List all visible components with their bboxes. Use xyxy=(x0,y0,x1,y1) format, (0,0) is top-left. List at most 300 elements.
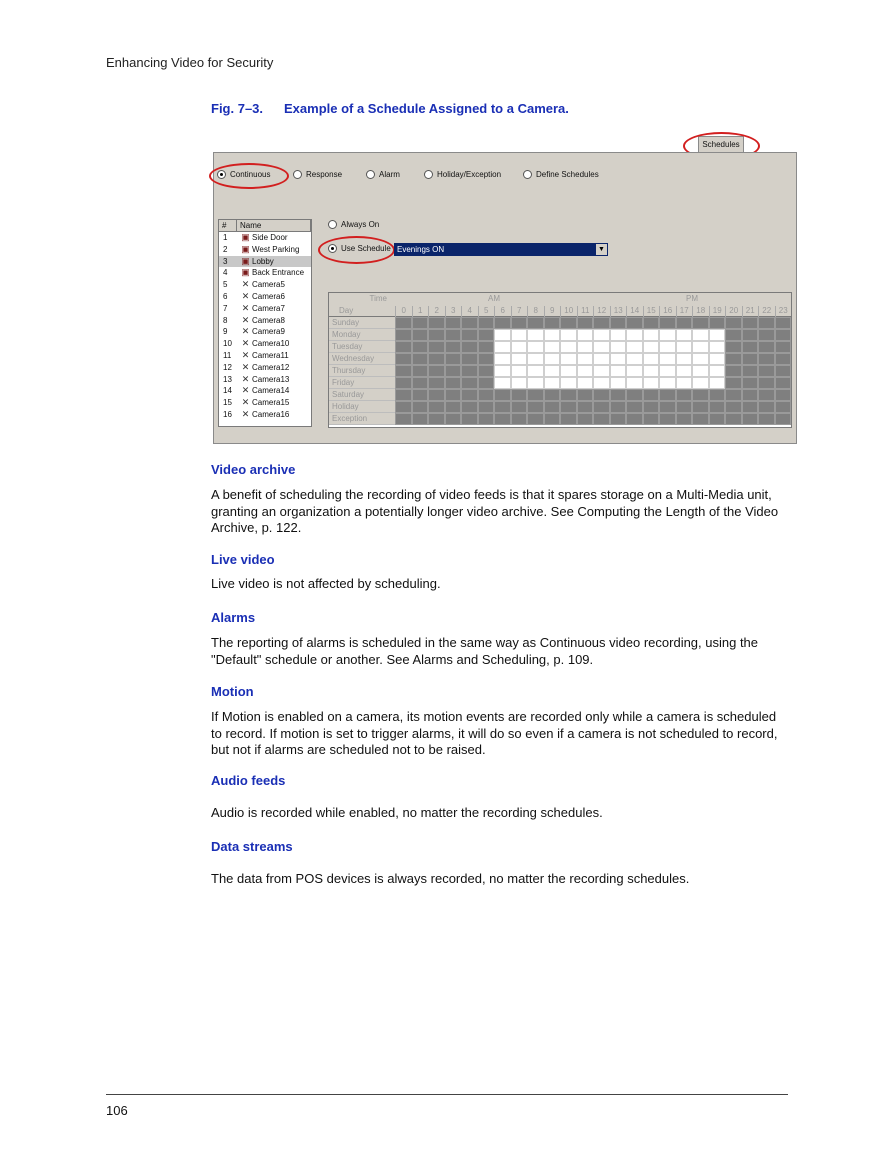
day-row-label: Holiday xyxy=(329,401,395,413)
schedule-cell-off[interactable] xyxy=(527,365,544,377)
column-header-name[interactable]: Name xyxy=(237,220,311,231)
schedule-cell-off[interactable] xyxy=(676,341,693,353)
schedule-cell-off[interactable] xyxy=(643,365,660,377)
camera-row[interactable] xyxy=(219,326,311,338)
schedule-cell-off[interactable] xyxy=(610,353,627,365)
paragraph-video-archive: A benefit of scheduling the recording of video feeds is that it spares storage on a Multi-Media unit, granting an organization a potentially longer video archive. See Computing the Length of the Video Archive, p. 122. xyxy=(211,487,779,535)
schedule-cell-on[interactable] xyxy=(395,413,412,425)
schedule-cell-on[interactable] xyxy=(395,389,412,401)
schedule-cell-on[interactable] xyxy=(445,317,462,329)
camera-name: Camera9 xyxy=(252,327,285,337)
schedule-cell-on[interactable] xyxy=(659,413,676,425)
schedule-cell-off[interactable] xyxy=(692,329,709,341)
schedule-cell-on[interactable] xyxy=(725,317,742,329)
schedule-cell-off[interactable] xyxy=(544,341,561,353)
camera-row[interactable] xyxy=(219,374,311,386)
schedule-cell-off[interactable] xyxy=(626,365,643,377)
schedule-cell-off[interactable] xyxy=(626,329,643,341)
day-row-label: Friday xyxy=(329,377,395,389)
schedule-cell-on[interactable] xyxy=(758,317,775,329)
schedule-cell-on[interactable] xyxy=(626,413,643,425)
camera-list[interactable] xyxy=(218,219,312,427)
schedule-cell-on[interactable] xyxy=(461,341,478,353)
schedule-cell-on[interactable] xyxy=(742,329,759,341)
schedule-cell-on[interactable] xyxy=(560,317,577,329)
schedule-cell-on[interactable] xyxy=(544,401,561,413)
schedule-cell-on[interactable] xyxy=(445,401,462,413)
schedule-cell-off[interactable] xyxy=(593,365,610,377)
schedule-cell-on[interactable] xyxy=(775,377,792,389)
schedule-cell-off[interactable] xyxy=(659,353,676,365)
schedule-cell-on[interactable] xyxy=(758,389,775,401)
schedule-cell-on[interactable] xyxy=(478,329,495,341)
camera-row[interactable] xyxy=(219,279,311,291)
schedule-cell-on[interactable] xyxy=(758,341,775,353)
schedule-cell-on[interactable] xyxy=(461,329,478,341)
schedule-cell-on[interactable] xyxy=(412,353,429,365)
schedule-cell-off[interactable] xyxy=(527,341,544,353)
schedule-cell-on[interactable] xyxy=(560,401,577,413)
schedule-cell-on[interactable] xyxy=(461,377,478,389)
schedule-cell-on[interactable] xyxy=(742,317,759,329)
schedule-cell-off[interactable] xyxy=(494,341,511,353)
schedule-cell-off[interactable] xyxy=(511,329,528,341)
schedule-cell-off[interactable] xyxy=(494,329,511,341)
schedule-cell-on[interactable] xyxy=(577,389,594,401)
camera-row[interactable] xyxy=(219,409,311,421)
heading-audio-feeds: Audio feeds xyxy=(211,773,286,788)
camera-name: West Parking xyxy=(252,244,300,254)
schedule-cell-on[interactable] xyxy=(725,377,742,389)
schedule-cell-on[interactable] xyxy=(511,389,528,401)
camera-number: 15 xyxy=(223,398,232,408)
schedule-cell-on[interactable] xyxy=(445,389,462,401)
camera-name: Camera8 xyxy=(252,315,285,325)
schedule-cell-on[interactable] xyxy=(560,389,577,401)
schedule-cell-off[interactable] xyxy=(560,365,577,377)
schedule-cell-on[interactable] xyxy=(445,377,462,389)
schedule-cell-on[interactable] xyxy=(692,389,709,401)
day-label: Day xyxy=(339,306,354,315)
schedule-cell-on[interactable] xyxy=(659,389,676,401)
schedule-cell-off[interactable] xyxy=(544,353,561,365)
schedule-cell-off[interactable] xyxy=(626,353,643,365)
schedule-cell-on[interactable] xyxy=(445,341,462,353)
schedule-cell-on[interactable] xyxy=(725,413,742,425)
schedule-cell-off[interactable] xyxy=(659,341,676,353)
schedule-cell-on[interactable] xyxy=(692,413,709,425)
radio-use-schedule[interactable]: Use Schedule xyxy=(328,244,391,253)
schedule-cell-off[interactable] xyxy=(593,353,610,365)
schedule-cell-on[interactable] xyxy=(775,413,792,425)
hour-label: 9 xyxy=(544,306,561,317)
schedule-cell-on[interactable] xyxy=(395,353,412,365)
schedule-cell-off[interactable] xyxy=(560,353,577,365)
camera-name: Camera16 xyxy=(252,409,290,419)
camera-name: Camera10 xyxy=(252,339,290,349)
camera-number: 8 xyxy=(223,315,228,325)
radio-define-schedules[interactable]: Define Schedules xyxy=(523,170,599,179)
disabled-x-icon: ✕ xyxy=(241,349,250,360)
schedule-cell-off[interactable] xyxy=(527,353,544,365)
schedule-cell-on[interactable] xyxy=(412,413,429,425)
schedule-cell-on[interactable] xyxy=(692,401,709,413)
hour-label: 23 xyxy=(775,306,792,317)
schedule-cell-on[interactable] xyxy=(461,365,478,377)
schedule-cell-on[interactable] xyxy=(593,413,610,425)
schedule-cell-off[interactable] xyxy=(577,353,594,365)
schedule-cell-on[interactable] xyxy=(461,317,478,329)
schedule-cell-off[interactable] xyxy=(577,341,594,353)
schedule-cell-on[interactable] xyxy=(758,353,775,365)
paragraph-live-video: Live video is not affected by scheduling. xyxy=(211,576,441,591)
schedule-cell-on[interactable] xyxy=(395,341,412,353)
schedule-cell-off[interactable] xyxy=(659,365,676,377)
hour-label: 16 xyxy=(659,306,676,317)
schedule-cell-on[interactable] xyxy=(478,389,495,401)
schedule-grid xyxy=(328,292,792,428)
radio-alarm[interactable]: Alarm xyxy=(366,170,400,179)
schedule-cell-off[interactable] xyxy=(560,341,577,353)
schedule-cell-on[interactable] xyxy=(412,317,429,329)
schedule-cell-on[interactable] xyxy=(527,389,544,401)
schedule-cell-on[interactable] xyxy=(593,389,610,401)
schedule-cell-on[interactable] xyxy=(758,413,775,425)
schedule-cell-off[interactable] xyxy=(560,329,577,341)
schedule-cell-on[interactable] xyxy=(758,377,775,389)
schedule-cell-off[interactable] xyxy=(709,377,726,389)
hour-label: 20 xyxy=(725,306,742,317)
schedule-cell-off[interactable] xyxy=(643,329,660,341)
schedule-cell-on[interactable] xyxy=(478,365,495,377)
camera-row[interactable] xyxy=(219,315,311,327)
schedule-cell-off[interactable] xyxy=(494,353,511,365)
schedule-cell-off[interactable] xyxy=(577,365,594,377)
schedule-cell-on[interactable] xyxy=(494,413,511,425)
hour-label: 13 xyxy=(610,306,627,317)
schedule-cell-on[interactable] xyxy=(742,413,759,425)
schedule-cell-on[interactable] xyxy=(775,341,792,353)
camera-number: 2 xyxy=(223,244,228,254)
schedule-cell-on[interactable] xyxy=(428,365,445,377)
schedule-cell-on[interactable] xyxy=(643,389,660,401)
schedule-cell-on[interactable] xyxy=(676,413,693,425)
schedule-cell-on[interactable] xyxy=(643,317,660,329)
schedule-cell-on[interactable] xyxy=(758,365,775,377)
schedule-cell-off[interactable] xyxy=(577,329,594,341)
schedule-cell-on[interactable] xyxy=(395,317,412,329)
camera-number: 11 xyxy=(223,350,232,360)
camera-name: Lobby xyxy=(252,256,274,266)
camera-icon: ▣ xyxy=(241,232,250,242)
schedule-cell-off[interactable] xyxy=(610,377,627,389)
camera-row[interactable] xyxy=(219,397,311,409)
paragraph-data-streams: The data from POS devices is always recorded, no matter the recording schedules. xyxy=(211,871,690,886)
schedule-cell-off[interactable] xyxy=(643,353,660,365)
schedule-cell-on[interactable] xyxy=(742,341,759,353)
schedule-cell-on[interactable] xyxy=(461,389,478,401)
schedule-cell-on[interactable] xyxy=(445,365,462,377)
camera-row[interactable] xyxy=(219,291,311,303)
radio-response[interactable]: Response xyxy=(293,170,342,179)
schedule-cell-off[interactable] xyxy=(527,377,544,389)
schedule-cell-on[interactable] xyxy=(544,413,561,425)
schedule-cell-on[interactable] xyxy=(610,413,627,425)
schedule-cell-on[interactable] xyxy=(494,317,511,329)
hour-label: 10 xyxy=(560,306,577,317)
schedule-cell-on[interactable] xyxy=(461,353,478,365)
schedule-cell-off[interactable] xyxy=(659,377,676,389)
schedule-cell-off[interactable] xyxy=(676,377,693,389)
schedule-cell-off[interactable] xyxy=(610,329,627,341)
schedule-cell-on[interactable] xyxy=(428,413,445,425)
schedule-cell-off[interactable] xyxy=(593,377,610,389)
schedule-cell-on[interactable] xyxy=(412,365,429,377)
camera-icon: ▣ xyxy=(241,267,250,278)
schedule-cell-off[interactable] xyxy=(626,377,643,389)
schedule-cell-on[interactable] xyxy=(494,401,511,413)
disabled-x-icon: ✕ xyxy=(241,314,250,325)
schedule-cell-on[interactable] xyxy=(725,329,742,341)
camera-row[interactable] xyxy=(219,362,311,374)
schedule-cell-on[interactable] xyxy=(725,365,742,377)
paragraph-motion: If Motion is enabled on a camera, its motion events are recorded only while a camera is scheduled to record. If motion is set to trigger alarms, it will do so even if a camera is not scheduled to record, but not if alarms are scheduled not to be raised. xyxy=(211,709,778,757)
schedule-cell-off[interactable] xyxy=(494,377,511,389)
schedule-cell-off[interactable] xyxy=(511,341,528,353)
schedule-cell-on[interactable] xyxy=(742,365,759,377)
schedule-cell-on[interactable] xyxy=(445,353,462,365)
schedule-cell-on[interactable] xyxy=(544,317,561,329)
schedule-cell-on[interactable] xyxy=(775,401,792,413)
schedule-cell-off[interactable] xyxy=(626,341,643,353)
camera-number: 13 xyxy=(223,374,232,384)
camera-name: Camera13 xyxy=(252,374,290,384)
schedule-cell-off[interactable] xyxy=(511,365,528,377)
schedule-cell-on[interactable] xyxy=(395,329,412,341)
schedule-cell-on[interactable] xyxy=(478,353,495,365)
schedule-cell-off[interactable] xyxy=(643,377,660,389)
schedule-cell-off[interactable] xyxy=(709,341,726,353)
schedule-cell-on[interactable] xyxy=(478,413,495,425)
schedule-cell-on[interactable] xyxy=(412,401,429,413)
schedule-cell-on[interactable] xyxy=(445,413,462,425)
schedule-cell-on[interactable] xyxy=(742,377,759,389)
schedule-cell-on[interactable] xyxy=(527,317,544,329)
schedule-cell-off[interactable] xyxy=(709,329,726,341)
schedule-cell-off[interactable] xyxy=(659,329,676,341)
schedule-cell-on[interactable] xyxy=(758,401,775,413)
camera-name: Camera15 xyxy=(252,398,290,408)
schedule-cell-off[interactable] xyxy=(692,377,709,389)
hour-label: 17 xyxy=(676,306,693,317)
schedule-cell-on[interactable] xyxy=(395,377,412,389)
schedule-cell-on[interactable] xyxy=(461,401,478,413)
camera-row[interactable] xyxy=(219,385,311,397)
schedule-cell-on[interactable] xyxy=(577,401,594,413)
schedule-cell-on[interactable] xyxy=(478,401,495,413)
tab-schedules[interactable]: Schedules xyxy=(698,136,744,153)
schedule-cell-on[interactable] xyxy=(676,401,693,413)
schedule-cell-on[interactable] xyxy=(676,389,693,401)
schedule-cell-on[interactable] xyxy=(412,341,429,353)
camera-row[interactable] xyxy=(219,256,311,268)
schedule-cell-on[interactable] xyxy=(775,329,792,341)
camera-number: 9 xyxy=(223,327,228,337)
camera-name: Camera11 xyxy=(252,350,289,360)
day-row-label: Thursday xyxy=(329,365,395,377)
schedule-cell-on[interactable] xyxy=(643,401,660,413)
schedule-select[interactable] xyxy=(394,243,608,256)
schedule-cell-on[interactable] xyxy=(494,389,511,401)
schedule-cell-on[interactable] xyxy=(626,401,643,413)
schedule-cell-on[interactable] xyxy=(659,317,676,329)
schedule-cell-on[interactable] xyxy=(511,401,528,413)
schedule-cell-off[interactable] xyxy=(593,329,610,341)
disabled-x-icon: ✕ xyxy=(241,397,250,408)
schedule-cell-on[interactable] xyxy=(478,377,495,389)
schedule-cell-on[interactable] xyxy=(742,401,759,413)
schedule-cell-on[interactable] xyxy=(412,329,429,341)
schedule-cell-on[interactable] xyxy=(593,401,610,413)
schedule-cell-on[interactable] xyxy=(395,365,412,377)
schedule-cell-off[interactable] xyxy=(577,377,594,389)
schedule-cell-on[interactable] xyxy=(428,341,445,353)
schedule-cell-on[interactable] xyxy=(478,317,495,329)
schedule-cell-off[interactable] xyxy=(544,365,561,377)
schedule-cell-on[interactable] xyxy=(577,317,594,329)
chevron-down-icon[interactable]: ▼ xyxy=(596,244,607,255)
schedule-cell-on[interactable] xyxy=(560,413,577,425)
radio-continuous[interactable]: Continuous xyxy=(217,170,270,179)
running-header: Enhancing Video for Security xyxy=(106,55,274,70)
schedule-cell-on[interactable] xyxy=(742,389,759,401)
schedule-cell-on[interactable] xyxy=(725,353,742,365)
schedule-cell-on[interactable] xyxy=(626,317,643,329)
schedule-cell-on[interactable] xyxy=(742,353,759,365)
schedule-cell-on[interactable] xyxy=(758,329,775,341)
schedule-cell-on[interactable] xyxy=(709,317,726,329)
schedule-cell-on[interactable] xyxy=(428,353,445,365)
radio-holiday-exception[interactable]: Holiday/Exception xyxy=(424,170,501,179)
camera-name: Camera14 xyxy=(252,386,290,396)
radio-dot-icon xyxy=(328,244,337,253)
schedule-cell-on[interactable] xyxy=(610,317,627,329)
schedule-cell-on[interactable] xyxy=(412,389,429,401)
schedule-cell-off[interactable] xyxy=(709,353,726,365)
schedule-cell-on[interactable] xyxy=(775,365,792,377)
schedule-cell-on[interactable] xyxy=(428,329,445,341)
disabled-x-icon: ✕ xyxy=(241,279,250,290)
schedule-cell-on[interactable] xyxy=(610,401,627,413)
camera-row[interactable] xyxy=(219,303,311,315)
schedule-cell-on[interactable] xyxy=(428,377,445,389)
schedule-cell-on[interactable] xyxy=(527,413,544,425)
column-header-number[interactable]: # xyxy=(219,220,237,231)
heading-motion: Motion xyxy=(211,684,254,699)
schedule-cell-on[interactable] xyxy=(544,389,561,401)
schedule-cell-off[interactable] xyxy=(560,377,577,389)
schedule-cell-off[interactable] xyxy=(610,365,627,377)
schedule-cell-on[interactable] xyxy=(593,317,610,329)
schedule-cell-on[interactable] xyxy=(725,341,742,353)
schedule-cell-on[interactable] xyxy=(659,401,676,413)
schedule-cell-on[interactable] xyxy=(643,413,660,425)
disabled-x-icon: ✕ xyxy=(241,326,250,337)
schedule-cell-on[interactable] xyxy=(725,401,742,413)
schedule-cell-on[interactable] xyxy=(775,317,792,329)
schedule-cell-on[interactable] xyxy=(692,317,709,329)
schedule-cell-on[interactable] xyxy=(395,401,412,413)
schedule-cell-off[interactable] xyxy=(511,353,528,365)
schedule-cell-on[interactable] xyxy=(412,377,429,389)
schedule-cell-off[interactable] xyxy=(610,341,627,353)
radio-dot-icon xyxy=(293,170,302,179)
schedule-cell-on[interactable] xyxy=(709,401,726,413)
schedule-cell-on[interactable] xyxy=(626,389,643,401)
schedule-cell-off[interactable] xyxy=(676,329,693,341)
schedule-cell-off[interactable] xyxy=(692,365,709,377)
schedule-cell-off[interactable] xyxy=(692,341,709,353)
camera-name: Back Entrance xyxy=(252,268,305,278)
schedule-cell-on[interactable] xyxy=(445,329,462,341)
schedule-cell-on[interactable] xyxy=(709,413,726,425)
schedule-cell-off[interactable] xyxy=(676,353,693,365)
schedule-cell-off[interactable] xyxy=(544,329,561,341)
schedule-cell-on[interactable] xyxy=(461,413,478,425)
schedule-cell-on[interactable] xyxy=(709,389,726,401)
schedule-cell-off[interactable] xyxy=(593,341,610,353)
schedule-cell-on[interactable] xyxy=(725,389,742,401)
schedule-cell-off[interactable] xyxy=(511,377,528,389)
camera-row[interactable] xyxy=(219,232,311,244)
day-row-label: Wednesday xyxy=(329,353,395,365)
schedule-cell-on[interactable] xyxy=(511,413,528,425)
schedule-cell-on[interactable] xyxy=(478,341,495,353)
day-row-label: Exception xyxy=(329,413,395,425)
schedule-cell-off[interactable] xyxy=(692,353,709,365)
camera-row[interactable] xyxy=(219,267,311,279)
radio-always-on[interactable]: Always On xyxy=(328,220,379,229)
schedule-cell-off[interactable] xyxy=(544,377,561,389)
schedule-cell-on[interactable] xyxy=(775,389,792,401)
schedule-cell-on[interactable] xyxy=(428,317,445,329)
schedule-cell-on[interactable] xyxy=(676,317,693,329)
schedule-cell-on[interactable] xyxy=(527,401,544,413)
camera-row[interactable] xyxy=(219,244,311,256)
radio-dot-icon xyxy=(328,220,337,229)
schedule-cell-on[interactable] xyxy=(428,389,445,401)
schedule-cell-off[interactable] xyxy=(527,329,544,341)
schedule-cell-on[interactable] xyxy=(577,413,594,425)
schedule-cell-on[interactable] xyxy=(775,353,792,365)
camera-number: 5 xyxy=(223,280,228,290)
disabled-x-icon: ✕ xyxy=(241,373,250,384)
camera-row[interactable] xyxy=(219,338,311,350)
schedule-cell-off[interactable] xyxy=(709,365,726,377)
schedule-cell-on[interactable] xyxy=(428,401,445,413)
camera-name: Camera7 xyxy=(252,303,285,313)
schedule-cell-on[interactable] xyxy=(610,389,627,401)
schedule-cell-off[interactable] xyxy=(643,341,660,353)
radio-dot-icon xyxy=(424,170,433,179)
hour-label: 2 xyxy=(428,306,445,317)
schedule-cell-off[interactable] xyxy=(676,365,693,377)
schedule-select-value: Evenings ON xyxy=(397,245,445,254)
hour-label: 22 xyxy=(758,306,775,317)
schedule-cell-off[interactable] xyxy=(494,365,511,377)
schedule-cell-on[interactable] xyxy=(511,317,528,329)
camera-row[interactable] xyxy=(219,350,311,362)
